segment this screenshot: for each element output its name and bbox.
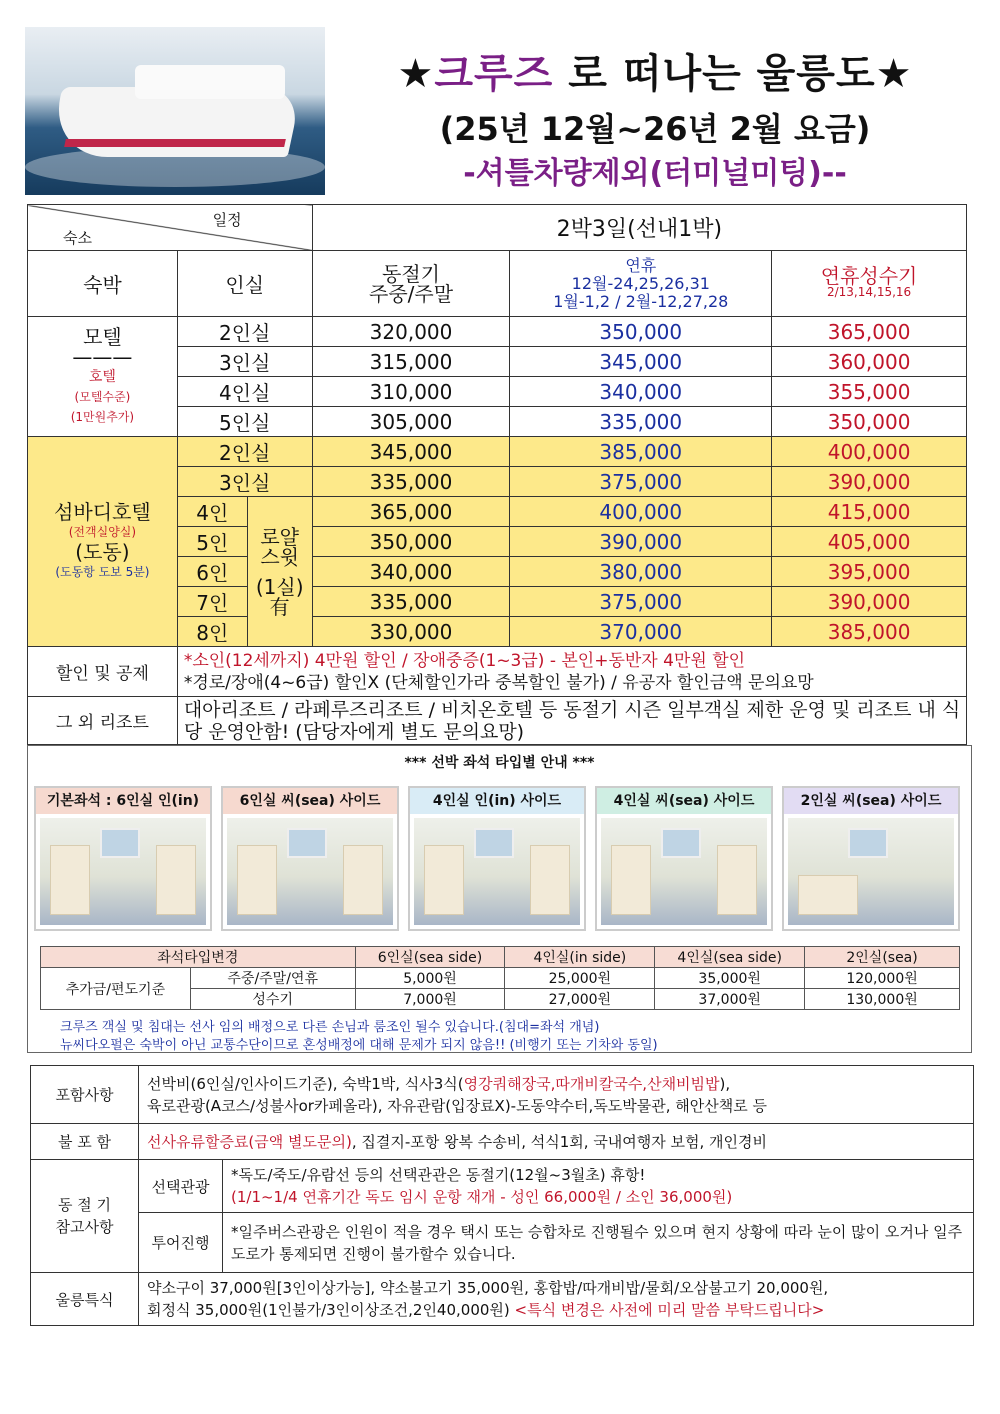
tour-text: *일주버스관광은 인원이 적을 경우 택시 또는 승합차로 진행될수 있으며 현지 상황에 따라 눈이 많이 오거나 일주도로가 통제되면 진행이 불가할수 있습니다.: [223, 1213, 974, 1273]
seat-card: 기본좌석 : 6인실 인(in): [34, 786, 212, 931]
royal-suite-label: 로얄 스윗 (1실) 有: [247, 497, 312, 647]
included-label: 포함사항: [31, 1066, 139, 1124]
ship-photo: [25, 27, 325, 195]
optional-tour-text: *독도/죽도/유람선 등의 선택관관은 동절기(12월~3월초) 휴항! (1/1~1/4 연휴기간 독도 임시 운항 재개 - 성인 66,000원 / 소인 36,000원): [223, 1160, 974, 1213]
col-offpeak: 동절기 주중/주말: [312, 251, 510, 317]
resort-label: 그 외 리조트: [28, 697, 178, 745]
seat-upgrade-table: 좌석타입변경 6인실(sea side) 4인실(in side) 4인실(sea side) 2인실(sea) 추가금/편도기준 주중/주말/연휴 5,000원 25,000원 35,000원 120,000원 성수기 7,000원 27,000원 37,000원 130,000원: [40, 946, 960, 1010]
seat-card: 2인실 씨(sea) 사이드: [782, 786, 960, 931]
price-table: 일정 숙소 2박3일(선내1박) 숙박 인실 동절기 주중/주말 연휴 12월-24,25,26,31 1월-1,2 / 2월-12,27,28 연휴성수기 2/13,14,15,16 모텔 ——— 호텔 (모텔수준) (1만원추가) 2인실 320,000 350,000 365,000 3인실 315,000 345,000 360,000 4인실 310,000 340,000 355,000 5인실 305,000 335,000 350,000 섬바디호텔 (전객실양실) (도동) (도동항 도보 5분) 2인실 345,000 385,000 400,000 3인실 335,000 375,000 390,000 4인 로얄 스윗 (1실) 有 365,000 400,000 415,000 5인 350,000 390,000 405,000 6인 340,000 380,000 395,000 7인 335,000 375,000 390,000 8인 330,000 370,000 385,000 할인 및 공제 *소인(12세까지) 4만원 할인 / 장애중증(1~3급) - 본인+동반자 4만원 할인 *경로/장애(4~6급) 할인X (단체할인가라 중복할인 불가) / 유공자 할인금액 문의요망 그 외 리조트 대아리조트 / 라페루즈리조트 / 비치온호텔 등 동절기 시즌 일부객실 제한 운영 및 리조트 내 식당 운영안함! (담당자에게 별도 문의요망): [27, 204, 967, 745]
seat-card: 4인실 씨(sea) 사이드: [595, 786, 773, 931]
col-room: 인실: [177, 251, 312, 317]
col-holiday: 연휴 12월-24,25,26,31 1월-1,2 / 2월-12,27,28: [510, 251, 772, 317]
excluded-text: 선사유류할증료(금액 별도문의), 집결지-포항 왕복 수송비, 석식1회, 국내여행자 보험, 개인경비: [139, 1124, 974, 1160]
col-stay: 숙박: [28, 251, 178, 317]
page-subtitle: (25년 12월~26년 2월 요금): [439, 110, 871, 148]
info-table: [30, 1065, 974, 1326]
seat-card: 4인실 인(in) 사이드: [408, 786, 586, 931]
somebody-hotel-label: 섬바디호텔 (전객실양실) (도동) (도동항 도보 5분): [28, 437, 178, 647]
winter-label: 동 절 기 참고사항: [31, 1160, 139, 1273]
page-title: ★크루즈 로 떠나는 울릉도★: [397, 51, 913, 97]
special-meal-text: 약소구이 37,000원[3인이상가능], 약소불고기 35,000원, 홍합밥/따개비밥/물회/오삼불고기 20,000원, 회정식 35,000원(1인불가/3인이상조건,2인40,000원) <특식 변경은 사전에 미리 말씀 부탁드립니다>: [139, 1273, 974, 1326]
seat-note-1: 크루즈 객실 및 침대는 선사 임의 배정으로 다른 손님과 룸조인 될수 있습니다.(침대=좌석 개념): [60, 1020, 600, 1035]
shuttle-note: -셔틀차량제외(터미널미팅)--: [463, 156, 847, 191]
seat-caption: *** 선박 좌석 타입별 안내 ***: [404, 755, 595, 771]
included-text: 선박비(6인실/인사이드기준), 숙박1박, 식사3식(영강쿼해장국,따개비칼국수,산채비빔밥), 육로관광(A코스/성불사or카페올라), 자유관람(입장료X)-도동약수터,독도박물관, 해안산책로 등: [139, 1066, 974, 1124]
schedule-label: 2박3일(선내1박): [312, 205, 966, 251]
discount-text: *소인(12세까지) 4만원 할인 / 장애중증(1~3급) - 본인+동반자 4만원 할인 *경로/장애(4~6급) 할인X (단체할인가라 중복할인 불가) / 유공자 할인금액 문의요망: [177, 647, 966, 697]
discount-label: 할인 및 공제: [28, 647, 178, 697]
motel-hotel-label: 모텔 ——— 호텔 (모텔수준) (1만원추가): [28, 317, 178, 437]
tour-label: 투어진행: [139, 1213, 223, 1273]
col-peak: 연휴성수기 2/13,14,15,16: [772, 251, 967, 317]
seat-card: 6인실 씨(sea) 사이드: [221, 786, 399, 931]
excluded-label: 불 포 함: [31, 1124, 139, 1160]
resort-text: 대아리조트 / 라페루즈리조트 / 비치온호텔 등 동절기 시즌 일부객실 제한 운영 및 리조트 내 식당 운영안함! (담당자에게 별도 문의요망): [177, 697, 966, 745]
seat-section: [27, 745, 972, 1053]
corner-cell: 일정 숙소: [28, 205, 313, 251]
optional-tour-label: 선택관광: [139, 1160, 223, 1213]
special-meal-label: 울릉특식: [31, 1273, 139, 1326]
seat-note-2: 뉴씨다오펄은 숙박이 아닌 교통수단이므로 혼성배정에 대해 문제가 되지 않음!! (비행기 또는 기차와 동일): [60, 1038, 658, 1053]
